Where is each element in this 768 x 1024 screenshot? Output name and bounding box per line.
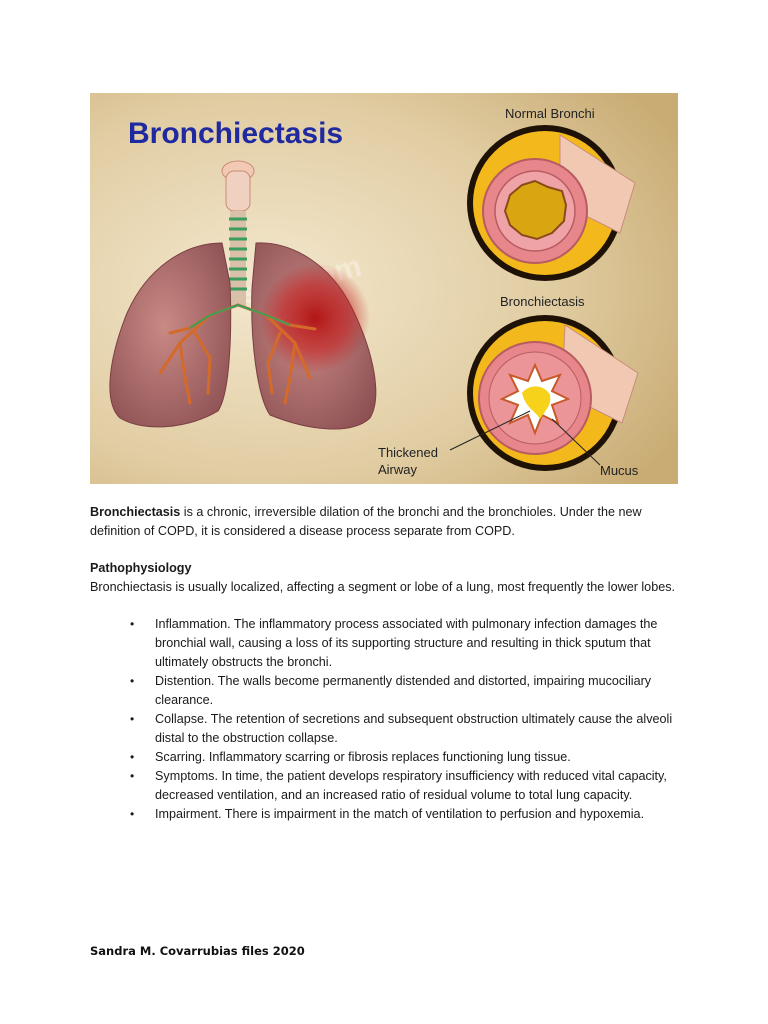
bullet-icon: • [130,750,135,764]
list-item [90,615,680,672]
list-item [90,672,680,710]
normal-bronchi-label: Normal Bronchi [505,106,595,121]
list-item [90,805,680,824]
list-item-text: Collapse. The retention of secretions and subsequent obstruction ultimately cause the alveoli distal to the obstruction collapse. [155,712,673,745]
bronchiectasis-label: Bronchiectasis [500,294,585,309]
list-item-text: Impairment. There is impairment in the match of ventilation to perfusion and hypoxemia. [155,807,645,821]
pathophysiology-text: Bronchiectasis is usually localized, affecting a segment or lobe of a lung, most frequently the lower lobes. [90,580,675,594]
bullet-icon: • [130,807,135,821]
intro-paragraph [90,503,680,541]
document-body [90,503,680,824]
footer-credit: Sandra M. Covarrubias files 2020 [90,944,305,958]
mucus-label: Mucus [600,463,639,478]
bullet-icon: • [130,769,135,783]
list-item-text: Distention. The walls become permanently distended and distorted, impairing mucociliary clearance. [155,674,652,707]
bullet-icon: • [130,617,135,631]
bullet-list [90,615,680,824]
list-item [90,767,680,805]
pathophysiology-heading: Pathophysiology [90,561,192,575]
thickened-airway-label-line1: Thickened [378,445,438,460]
intro-text: is a chronic, irreversible dilation of the bronchi and the bronchioles. Under the new definition of COPD, it is considered a disease process separate from COPD. [90,505,642,538]
list-item-text: Inflammation. The inflammatory process associated with pulmonary infection damages the bronchial wall, causing a loss of its supporting structure and resulting in thick sputum that ultimately obstructs the bronchi. [155,617,658,669]
bullet-icon: • [130,674,135,688]
thickened-airway-label-line2: Airway [378,462,418,477]
list-item [90,748,680,767]
list-item [90,710,680,748]
figure-title: Bronchiectasis [128,117,344,150]
bronchiectasis-illustration [90,93,678,484]
list-item-text: Scarring. Inflammatory scarring or fibrosis replaces functioning lung tissue. [155,750,571,764]
bullet-icon: • [130,712,135,726]
intro-term: Bronchiectasis [90,505,181,519]
list-item-text: Symptoms. In time, the patient develops respiratory insufficiency with reduced vital capacity, decreased ventilation, and an increased ratio of residual volume to total lung capacity. [155,769,667,802]
